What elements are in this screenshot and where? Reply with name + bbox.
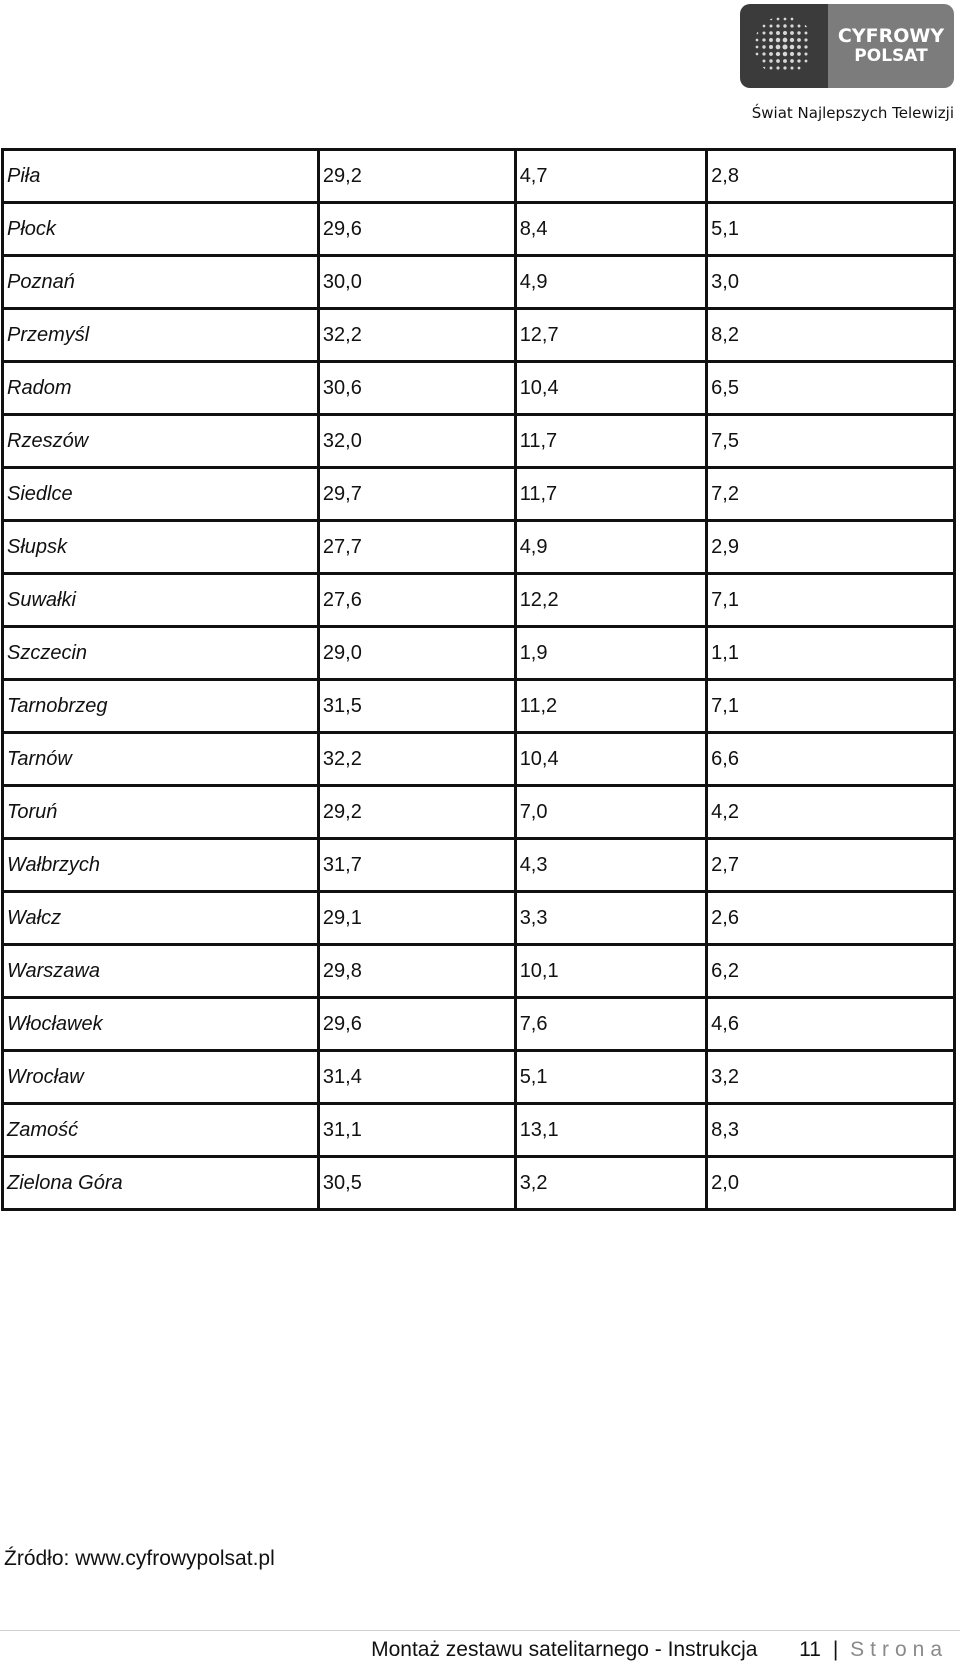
value-cell: 29,6 [318,998,515,1051]
table-row [3,945,955,998]
value-cell: 2,9 [707,521,955,574]
value-cell: 32,2 [318,733,515,786]
logo-line-2: POLSAT [854,46,928,66]
value-cell: 27,6 [318,574,515,627]
value-cell: 4,6 [707,998,955,1051]
value-cell: 29,7 [318,468,515,521]
city-cell: Szczecin [3,627,319,680]
value-cell: 8,2 [707,309,955,362]
city-cell: Tarnobrzeg [3,680,319,733]
value-cell: 29,2 [318,786,515,839]
value-cell: 7,0 [515,786,706,839]
page-word: Strona [850,1638,948,1661]
value-cell: 27,7 [318,521,515,574]
value-cell: 1,9 [515,627,706,680]
value-cell: 3,2 [707,1051,955,1104]
value-cell: 31,5 [318,680,515,733]
table-row [3,733,955,786]
value-cell: 3,0 [707,256,955,309]
table-row [3,1051,955,1104]
value-cell: 3,2 [515,1157,706,1210]
city-cell: Suwałki [3,574,319,627]
value-cell: 11,7 [515,468,706,521]
value-cell: 6,5 [707,362,955,415]
brand-logo [740,4,954,124]
city-cell: Zamość [3,1104,319,1157]
page-number: 11 [799,1638,821,1661]
table-row [3,521,955,574]
value-cell: 29,8 [318,945,515,998]
table-row [3,839,955,892]
city-cell: Zielona Góra [3,1157,319,1210]
table-row [3,680,955,733]
city-data-table [1,148,956,1211]
table-row [3,786,955,839]
city-cell: Wrocław [3,1051,319,1104]
value-cell: 4,9 [515,256,706,309]
value-cell: 7,1 [707,574,955,627]
document-title: Montaż zestawu satelitarnego - Instrukcja [371,1638,758,1661]
value-cell: 29,2 [318,150,515,203]
city-cell: Rzeszów [3,415,319,468]
value-cell: 8,4 [515,203,706,256]
page-footer [371,1638,948,1662]
city-cell: Płock [3,203,319,256]
value-cell: 5,1 [515,1051,706,1104]
city-cell: Tarnów [3,733,319,786]
value-cell: 31,4 [318,1051,515,1104]
value-cell: 8,3 [707,1104,955,1157]
value-cell: 29,0 [318,627,515,680]
table-row [3,998,955,1051]
city-cell: Przemyśl [3,309,319,362]
tagline: Świat Najlepszych Telewizji [751,104,954,122]
disco-ball-icon [740,4,828,88]
value-cell: 6,2 [707,945,955,998]
value-cell: 7,5 [707,415,955,468]
value-cell: 10,4 [515,733,706,786]
city-cell: Warszawa [3,945,319,998]
value-cell: 4,2 [707,786,955,839]
city-cell: Włocławek [3,998,319,1051]
table-row [3,892,955,945]
city-cell: Siedlce [3,468,319,521]
value-cell: 11,7 [515,415,706,468]
value-cell: 12,7 [515,309,706,362]
city-cell: Słupsk [3,521,319,574]
footer-separator: | [832,1638,839,1661]
value-cell: 32,2 [318,309,515,362]
value-cell: 12,2 [515,574,706,627]
logo-wordmark [828,4,954,88]
value-cell: 13,1 [515,1104,706,1157]
source-note: Źródło: www.cyfrowypolsat.pl [4,1547,275,1570]
value-cell: 7,2 [707,468,955,521]
table-row [3,309,955,362]
value-cell: 5,1 [707,203,955,256]
value-cell: 11,2 [515,680,706,733]
table-row [3,627,955,680]
value-cell: 29,6 [318,203,515,256]
table-row [3,256,955,309]
value-cell: 6,6 [707,733,955,786]
footer-divider [0,1630,960,1631]
table-row [3,1157,955,1210]
value-cell: 10,4 [515,362,706,415]
table-row [3,415,955,468]
value-cell: 29,1 [318,892,515,945]
city-cell: Radom [3,362,319,415]
city-cell: Poznań [3,256,319,309]
value-cell: 7,6 [515,998,706,1051]
table-row [3,150,955,203]
value-cell: 30,0 [318,256,515,309]
globe-dots-icon [749,11,819,81]
value-cell: 4,7 [515,150,706,203]
city-cell: Wałcz [3,892,319,945]
city-cell: Toruń [3,786,319,839]
logo-badge [740,4,954,88]
value-cell: 2,7 [707,839,955,892]
value-cell: 30,5 [318,1157,515,1210]
value-cell: 2,8 [707,150,955,203]
value-cell: 31,1 [318,1104,515,1157]
table-row [3,468,955,521]
value-cell: 1,1 [707,627,955,680]
value-cell: 4,9 [515,521,706,574]
value-cell: 7,1 [707,680,955,733]
value-cell: 30,6 [318,362,515,415]
value-cell: 4,3 [515,839,706,892]
value-cell: 32,0 [318,415,515,468]
table-row [3,203,955,256]
table-row [3,362,955,415]
table-body [3,150,955,1210]
table-row [3,574,955,627]
value-cell: 2,0 [707,1157,955,1210]
table-row [3,1104,955,1157]
logo-line-1: CYFROWY [837,25,945,47]
value-cell: 2,6 [707,892,955,945]
city-cell: Piła [3,150,319,203]
value-cell: 10,1 [515,945,706,998]
value-cell: 31,7 [318,839,515,892]
city-cell: Wałbrzych [3,839,319,892]
value-cell: 3,3 [515,892,706,945]
